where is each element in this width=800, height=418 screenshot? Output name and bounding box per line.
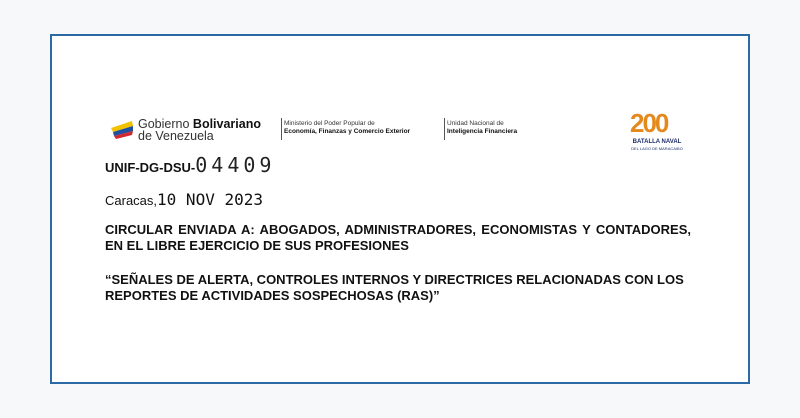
batalla-naval-logo [624, 108, 690, 154]
gov-name-bold: Bolivariano [192, 117, 261, 131]
divider [281, 118, 282, 140]
divider [444, 118, 445, 140]
document-frame [50, 34, 750, 384]
city: Caracas, [105, 193, 158, 208]
logo-number: 200 [630, 108, 668, 138]
gov-name-prefix: Gobierno [138, 117, 190, 131]
government-name [138, 118, 261, 142]
logo-caption: BATALLA NAVAL [632, 139, 682, 145]
unit-line2: Inteligencia Financiera [447, 128, 518, 135]
gov-name-line2: de Venezuela [138, 129, 214, 143]
unit-line1: Unidad Nacional de [447, 120, 504, 127]
letterhead [110, 116, 710, 150]
logo-subcaption: DEL LAGO DE MARACAIBO [631, 146, 683, 151]
circular-recipients: CIRCULAR ENVIADA A: ABOGADOS, ADMINISTRADORES, ECONOMISTAS Y CONTADORES, EN EL LIBRE EJERCICIO DE SUS PROFESIONES [105, 222, 691, 253]
ref-prefix: UNIF-DG-DSU- [105, 160, 196, 175]
ref-number: 04409 [195, 153, 276, 177]
unit-name [447, 120, 517, 136]
ministry-line1: Ministerio del Poder Popular de [284, 120, 375, 127]
venezuela-flag-icon [110, 119, 134, 139]
reference-number [105, 153, 275, 177]
date-line [105, 190, 263, 210]
circular-subject: “SEÑALES DE ALERTA, CONTROLES INTERNOS Y DIRECTRICES RELACIONADAS CON LOS REPORTES DE ACTIVIDADES SOSPECHOSAS (RAS)” [105, 272, 684, 303]
ministry-name [284, 120, 410, 136]
date-stamp: 10 NOV 2023 [157, 190, 263, 209]
ministry-line2: Economía, Finanzas y Comercio Exterior [284, 128, 411, 135]
